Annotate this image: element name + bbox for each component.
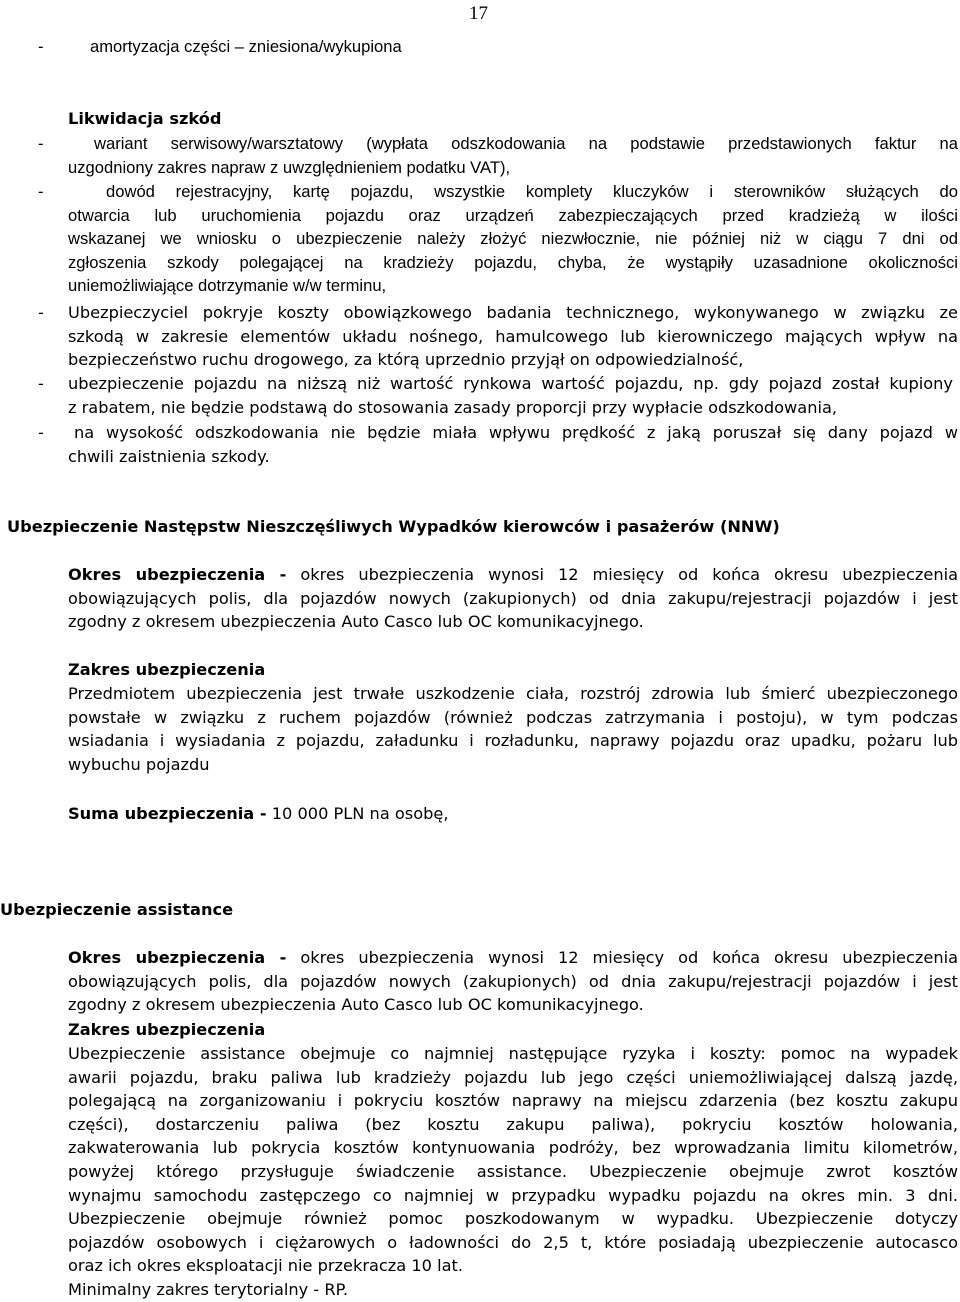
- list-item: amortyzacja części – zniesiona/wykupiona: [90, 37, 402, 56]
- section-heading: Ubezpieczenie assistance: [0, 900, 234, 919]
- subsection-heading: Zakres ubezpieczenia: [68, 660, 266, 679]
- section-heading: Likwidacja szkód: [68, 109, 222, 128]
- list-dash: -: [38, 423, 44, 442]
- list-item: dowód rejestracyjny, kartę pojazdu, wszystkie komplety kluczyków i sterowników służących do otwarcia lub uruchomienia pojazdu oraz urządzeń zabezpieczających przed kradzieżą w ilości wskazanej we wniosku o ubezpieczenie należy złożyć niezwłocznie, nie później niż w ciągu 7 dni od zgłoszenia szkody polegającej na kradzieży pojazdu, chyba, że wystąpiły uzasadnione okoliczności uniemożliwiające dotrzymanie w/w terminu,: [68, 182, 958, 296]
- subsection-heading: Zakres ubezpieczenia: [68, 1020, 266, 1039]
- list-dash: -: [38, 303, 44, 322]
- page-number: 17: [469, 3, 488, 24]
- nnw-zakres: Przedmiotem ubezpieczenia jest trwałe uszkodzenie ciała, rozstrój zdrowia lub śmierć ubezpieczonego powstałe w związku z ruchem pojazdów (również podczas zatrzymania i postoju), w tym podczas wsiadania i wysiadania z pojazdu, załadunku i rozładunku, naprawy pojazdu oraz upadku, pożaru lub wybuchu pojazdu: [68, 684, 958, 774]
- nnw-okres: Okres ubezpieczenia - okres ubezpieczenia wynosi 12 miesięcy od końca okresu ubezpieczenia obowiązujących polis, dla pojazdów nowych (zakupionych) od dnia zakupu/rejestracji pojazdów i jest zgodny z okresem ubezpieczenia Auto Casco lub OC komunikacyjnego.: [68, 565, 958, 632]
- list-item: ubezpieczenie pojazdu na niższą niż wartość rynkowa wartość pojazdu, np. gdy pojazd został kupiony z rabatem, nie będzie podstawą do stosowania zasady proporcji przy wypłacie odszkodowania,: [68, 374, 953, 417]
- label: Suma ubezpieczenia -: [68, 804, 267, 823]
- list-item: wariant serwisowy/warsztatowy (wypłata odszkodowania na podstawie przedstawionych faktur na uzgodniony zakres napraw z uwzględnieniem podatku VAT),: [68, 134, 958, 177]
- assistance-okres: Okres ubezpieczenia - okres ubezpieczenia wynosi 12 miesięcy od końca okresu ubezpieczenia obowiązujących polis, dla pojazdów nowych (zakupionych) od dnia zakupu/rejestracji pojazdów i jest zgodny z okresem ubezpieczenia Auto Casco lub OC komunikacyjnego.: [68, 948, 958, 1015]
- label: Okres ubezpieczenia -: [68, 565, 287, 584]
- list-item: na wysokość odszkodowania nie będzie miała wpływu prędkość z jaką poruszał się dany pojazd w chwili zaistnienia szkody.: [68, 423, 958, 466]
- list-dash: -: [38, 134, 44, 153]
- list-dash: -: [38, 37, 44, 56]
- assistance-zakres: Ubezpieczenie assistance obejmuje co najmniej następujące ryzyka i koszty: pomoc na wypadek awarii pojazdu, braku paliwa lub kradzieży pojazdu lub jego części uniemożliwiającej dalszą jazdę, polegającą na zorganizowaniu i pokryciu kosztów naprawy na miejscu zdarzenia (bez kosztu zakupu części), dostarczeniu paliwa (bez kosztu zakupu paliwa), pokryciu kosztów holowania, zakwaterowania lub pokrycia kosztów kontynuowania podróży, bez wprowadzania limitu kilometrów, powyżej którego przysługuje świadczenie assistance. Ubezpieczenie obejmuje zwrot kosztów wynajmu samochodu zastępczego co najmniej w przypadku wypadku pojazdu na okres min. 3 dni. Ubezpieczenie obejmuje również pomoc poszkodowanym w wypadku. Ubezpieczenie dotyczy pojazdów osobowych i ciężarowych o ładowności do 2,5 t, które posiadają ubezpieczenie autocasco oraz ich okres eksploatacji nie przekracza 10 lat. Minimalny zakres terytorialny - RP.: [68, 1044, 958, 1299]
- nnw-suma: Suma ubezpieczenia - 10 000 PLN na osobę,: [68, 804, 449, 823]
- section-heading: Ubezpieczenie Następstw Nieszczęśliwych Wypadków kierowców i pasażerów (NNW): [7, 517, 780, 536]
- list-dash: -: [38, 374, 44, 393]
- list-dash: -: [38, 182, 44, 201]
- label: Okres ubezpieczenia -: [68, 948, 287, 967]
- list-item: Ubezpieczyciel pokryje koszty obowiązkowego badania technicznego, wykonywanego w związku ze szkodą w zakresie elementów układu nośnego, hamulcowego lub kierowniczego mających wpływ na bezpieczeństwo ruchu drogowego, za którą uprzednio przyjął on odpowiedzialność,: [68, 303, 958, 370]
